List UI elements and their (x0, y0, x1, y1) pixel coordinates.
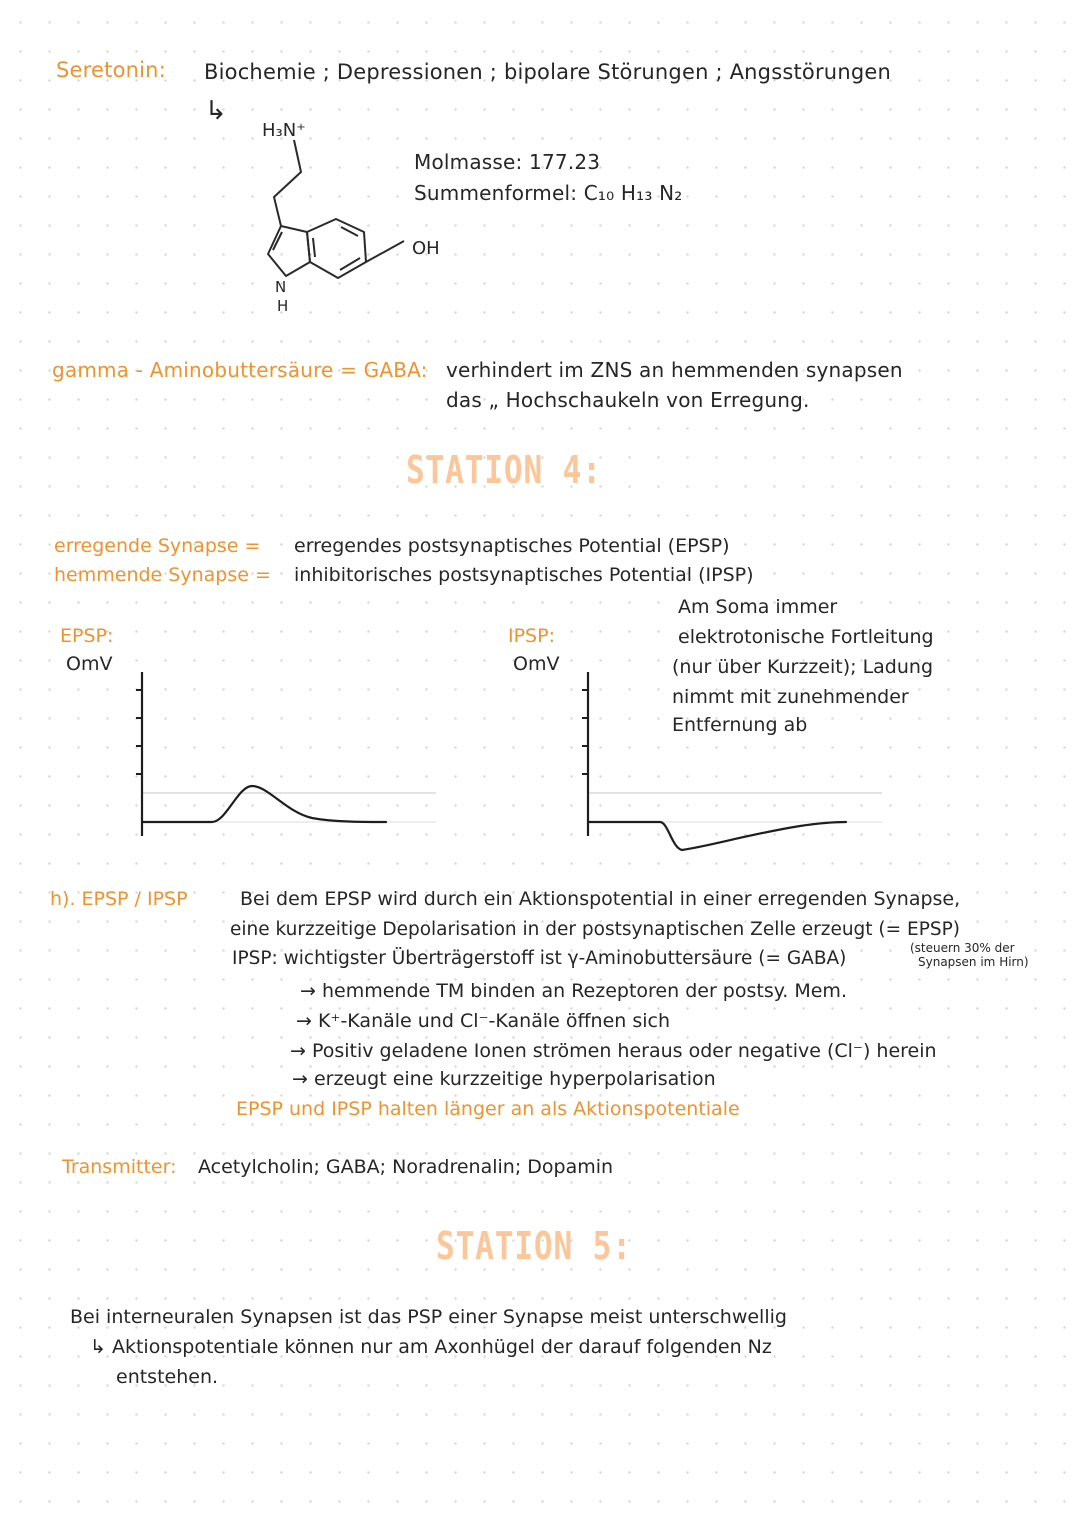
side-note-1: (steuern 30% der (910, 941, 1015, 955)
epsp-axis-label: OmV (66, 653, 113, 675)
task-h-line2: eine kurzzeitige Depolarisation in der postsynaptischen Zelle erzeugt (= EPSP) (230, 919, 960, 940)
ipsp-curve (588, 822, 846, 850)
soma-note-4: nimmt mit zunehmender (672, 686, 909, 708)
gaba-line1: verhindert im ZNS an hemmenden synapsen (446, 358, 903, 382)
task-h-orange-line: EPSP und IPSP halten länger an als Aktionspotentiale (236, 1098, 740, 1120)
hydroxyl-label: OH (412, 238, 440, 259)
station5-line1: Bei interneuralen Synapsen ist das PSP einer Synapse meist unterschwellig (70, 1306, 787, 1328)
task-h-line3: IPSP: wichtigster Überträgerstoff ist γ-Aminobuttersäure (= GABA) (232, 948, 847, 969)
task-h-line1: Bei dem EPSP wird durch ein Aktionspotential in einer erregenden Synapse, (240, 888, 961, 910)
gaba-line2: das „ Hochschaukeln von Erregung. (446, 388, 810, 412)
soma-note-2: elektrotonische Fortleitung (678, 626, 934, 648)
serotonin-label: Seretonin: (56, 58, 166, 82)
gaba-label: gamma - Aminobuttersäure = GABA: (52, 358, 428, 382)
bullet-3: → Positiv geladene Ionen strömen heraus oder negative (Cl⁻) herein (290, 1040, 937, 1062)
epsp-label: EPSP: (60, 625, 114, 647)
transmitter-label: Transmitter: (62, 1156, 177, 1178)
station4-title: STATION 4: (406, 448, 602, 492)
ipsp-axis-label: OmV (513, 653, 560, 675)
bullet-2: → K⁺-Kanäle und Cl⁻-Kanäle öffnen sich (296, 1010, 671, 1032)
station5-title: STATION 5: (436, 1224, 632, 1268)
bullet-4: → erzeugt eine kurzzeitige hyperpolarisation (292, 1068, 716, 1090)
hydrogen-label: H (277, 297, 289, 315)
transmitter-text: Acetylcholin; GABA; Noradrenalin; Dopamin (198, 1156, 614, 1178)
arrow-icon: ↳ (205, 96, 227, 126)
soma-note-3: (nur über Kurzzeit); Ladung (672, 656, 934, 678)
task-h-label: h). EPSP / IPSP (50, 888, 188, 910)
molmasse: Molmasse: 177.23 (414, 150, 601, 174)
serotonin-topics: Biochemie ; Depressionen ; bipolare Störungen ; Angsstörungen (204, 60, 891, 84)
def2-label: hemmende Synapse = (54, 564, 271, 586)
station5-line3: entstehen. (116, 1366, 219, 1388)
nitrogen-label: N (275, 278, 287, 296)
side-note-2: Synapsen im Hirn) (918, 955, 1029, 969)
def1-text: erregendes postsynaptisches Potential (EPSP) (294, 535, 730, 557)
def1-label: erregende Synapse = (54, 535, 261, 557)
soma-note-5: Entfernung ab (672, 714, 808, 736)
ipsp-label: IPSP: (508, 625, 555, 647)
summenformel: Summenformel: C₁₀ H₁₃ N₂ (414, 181, 683, 205)
def2-text: inhibitorisches postsynaptisches Potential (IPSP) (294, 564, 754, 586)
bullet-1: → hemmende TM binden an Rezeptoren der postsy. Mem. (300, 980, 847, 1002)
soma-note-1: Am Soma immer (678, 596, 838, 618)
station5-line2: ↳ Aktionspotentiale können nur am Axonhügel der darauf folgenden Nz (90, 1336, 772, 1358)
formula-amine: H₃N⁺ (262, 120, 306, 141)
